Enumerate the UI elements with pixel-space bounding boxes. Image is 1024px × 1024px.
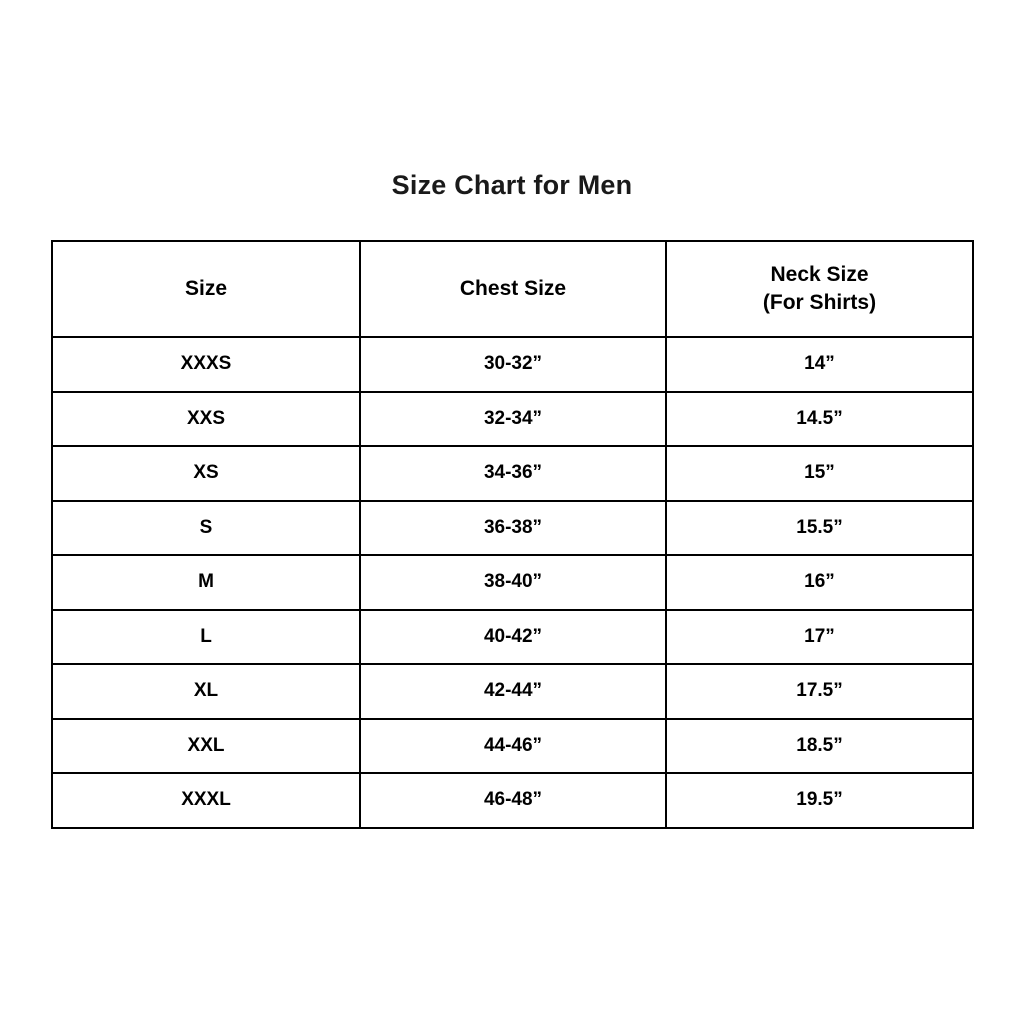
cell-chest-size: 44-46” [360,719,666,774]
cell-size: L [52,610,360,665]
page-title: Size Chart for Men [391,170,633,200]
table-row [52,555,973,610]
cell-chest-size: 38-40” [360,555,666,610]
table-row [52,664,973,719]
cell-neck-size: 19.5” [666,773,973,828]
size-chart-table [51,240,974,829]
cell-size: M [52,555,360,610]
cell-chest-size: 40-42” [360,610,666,665]
table-row [52,719,973,774]
table-row [52,392,973,447]
cell-neck-size: 14.5” [666,392,973,447]
table-row [52,773,973,828]
column-header-chest-size-label: Chest Size [459,276,567,300]
column-header-chest-size [360,241,666,337]
table-header [52,241,973,337]
cell-chest-size: 42-44” [360,664,666,719]
cell-chest-size: 34-36” [360,446,666,501]
table-row [52,337,973,392]
cell-neck-size: 15” [666,446,973,501]
cell-chest-size: 32-34” [360,392,666,447]
cell-neck-size: 18.5” [666,719,973,774]
table-row [52,446,973,501]
column-header-neck-size-sublabel: (For Shirts) [762,291,877,314]
cell-chest-size: 30-32” [360,337,666,392]
cell-neck-size: 17” [666,610,973,665]
cell-neck-size: 15.5” [666,501,973,556]
cell-size: XXL [52,719,360,774]
cell-neck-size: 16” [666,555,973,610]
cell-size: S [52,501,360,556]
table-row [52,610,973,665]
column-header-neck-size-label: Neck Size [770,262,869,286]
cell-size: XXS [52,392,360,447]
cell-chest-size: 46-48” [360,773,666,828]
table-row [52,501,973,556]
cell-size: XS [52,446,360,501]
cell-size: XL [52,664,360,719]
table-body [52,337,973,828]
cell-neck-size: 17.5” [666,664,973,719]
column-header-neck-size [666,241,973,337]
table-header-row [52,241,973,337]
cell-size: XXXS [52,337,360,392]
column-header-size-label: Size [184,276,228,300]
cell-size: XXXL [52,773,360,828]
column-header-size [52,241,360,337]
cell-neck-size: 14” [666,337,973,392]
cell-chest-size: 36-38” [360,501,666,556]
